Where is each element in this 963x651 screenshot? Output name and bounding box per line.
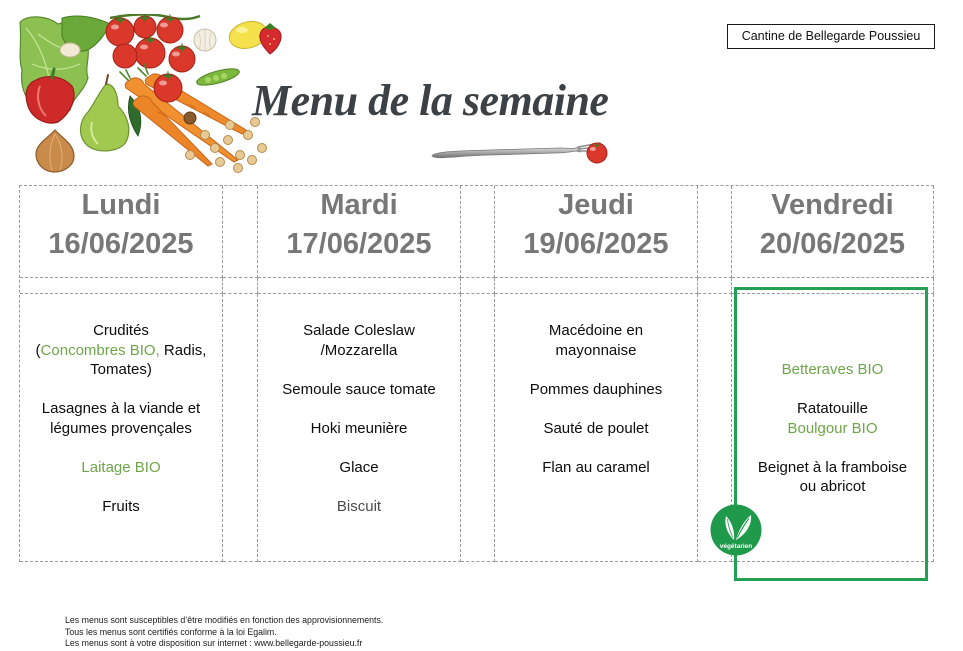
vegetarian-badge	[709, 503, 763, 557]
grid-gap-cell	[495, 278, 698, 294]
dish-text: mayonnaise	[555, 341, 637, 359]
dish-text: (	[35, 341, 41, 359]
footer-notes	[65, 615, 383, 650]
menu-line	[495, 419, 697, 439]
dish-text: Ratatouille	[797, 400, 868, 417]
grid-gap-cell	[461, 278, 495, 294]
dish-text: ou abricot	[799, 478, 866, 495]
day-header-jeudi	[495, 186, 698, 278]
menu-item	[495, 380, 697, 400]
dish-text: Semoule sauce tomate	[282, 380, 436, 398]
day-header-mardi	[258, 186, 461, 278]
pear-drawing	[81, 75, 129, 151]
menu-line	[20, 497, 222, 517]
day-header-lundi	[20, 186, 223, 278]
menu-line	[258, 419, 460, 439]
menu-item	[495, 419, 697, 439]
day-name: Mardi	[320, 189, 398, 221]
grid-spacer	[461, 294, 495, 562]
nut-drawing	[184, 112, 196, 124]
menu-item	[20, 321, 222, 380]
day-header-vendredi	[732, 186, 934, 278]
menu-item	[258, 497, 460, 517]
menu-line	[20, 360, 222, 380]
menu-line	[495, 458, 697, 478]
grid-spacer	[461, 186, 495, 278]
grid-gap-cell	[698, 278, 732, 294]
day-name: Vendredi	[771, 189, 894, 221]
menu-item	[20, 399, 222, 438]
dish-text: Biscuit	[336, 497, 382, 515]
dish-text: Tomates)	[90, 361, 152, 378]
day-menu-lundi	[20, 294, 223, 562]
bio-label: Boulgour BIO	[787, 419, 878, 437]
footer-note: Les menus sont susceptibles d’être modifiés en fonction des approvisionnements.	[65, 615, 384, 625]
menu-item	[258, 321, 460, 360]
menu-line	[495, 380, 697, 400]
grid-gap-cell	[20, 278, 223, 294]
canteen-name-box: Cantine de Bellegarde Poussieu	[727, 24, 935, 49]
menu-item	[20, 497, 222, 517]
bio-label: Laitage BIO	[81, 458, 161, 476]
dish-text: légumes provençales	[50, 419, 192, 437]
menu-line	[495, 321, 697, 341]
grid-spacer	[698, 186, 732, 278]
dish-text: Salade Coleslaw	[303, 322, 415, 339]
dish-text: Hoki meunière	[310, 419, 408, 437]
menu-line	[258, 321, 460, 341]
dish-text: Fruits	[102, 497, 140, 515]
menu-line	[258, 380, 460, 400]
fork-handle	[432, 147, 580, 158]
dish-text: Flan au caramel	[542, 458, 650, 476]
footer-note: Les menus sont à votre disposition sur internet : www.bellegarde-poussieu.fr	[65, 638, 363, 648]
day-name: Lundi	[81, 189, 161, 221]
day-date: 16/06/2025	[48, 227, 194, 260]
garlic-drawing	[194, 29, 216, 51]
dish-text: Crudités	[93, 322, 149, 339]
day-name: Jeudi	[558, 189, 634, 221]
menu-line	[20, 458, 222, 478]
menu-item	[495, 321, 697, 360]
bio-label: Betteraves BIO	[781, 361, 884, 378]
vegetarian-day-highlight	[734, 287, 928, 581]
menu-line	[20, 341, 222, 361]
menu-item	[258, 458, 460, 478]
menu-line	[20, 321, 222, 341]
menu-line	[258, 458, 460, 478]
menu-item	[495, 458, 697, 478]
grid-gap-cell	[223, 278, 258, 294]
dish-text: Pommes dauphines	[529, 380, 663, 398]
dish-text: Beignet à la framboise	[757, 458, 908, 476]
menu-line	[495, 341, 697, 361]
grid-spacer	[223, 294, 258, 562]
dish-text: Lasagnes à la viande et	[41, 400, 201, 417]
dish-text: Sauté de poulet	[543, 419, 649, 437]
grid-spacer	[223, 186, 258, 278]
day-date: 17/06/2025	[286, 227, 432, 260]
fork-illustration	[430, 134, 615, 168]
menu-line	[20, 419, 222, 439]
dish-text: Radis,	[159, 341, 207, 359]
footer-note: Tous les menus sont certifiés conforme à la loi Egalim.	[65, 626, 277, 637]
day-date: 20/06/2025	[759, 227, 906, 260]
menu-line	[20, 399, 222, 419]
day-menu-jeudi	[495, 294, 698, 562]
grid-gap-cell	[258, 278, 461, 294]
badge-label: végétarien	[719, 543, 753, 550]
page-title: Menu de la semaine	[252, 76, 609, 125]
day-menu-mardi	[258, 294, 461, 562]
dish-text: /Mozzarella	[320, 341, 398, 359]
dish-text: Macédoine en	[548, 322, 644, 339]
dish-text: Glace	[339, 458, 379, 476]
menu-item	[20, 458, 222, 478]
vegetables-illustration	[18, 14, 290, 174]
menu-item	[258, 380, 460, 400]
onion-drawing	[36, 130, 74, 172]
bio-label: Concombres BIO,	[40, 341, 160, 359]
menu-line	[258, 497, 460, 517]
peas-drawing	[195, 66, 241, 89]
menu-line	[258, 341, 460, 361]
day-date: 19/06/2025	[523, 227, 669, 260]
tomatoes-drawing	[106, 14, 200, 72]
menu-item	[258, 419, 460, 439]
